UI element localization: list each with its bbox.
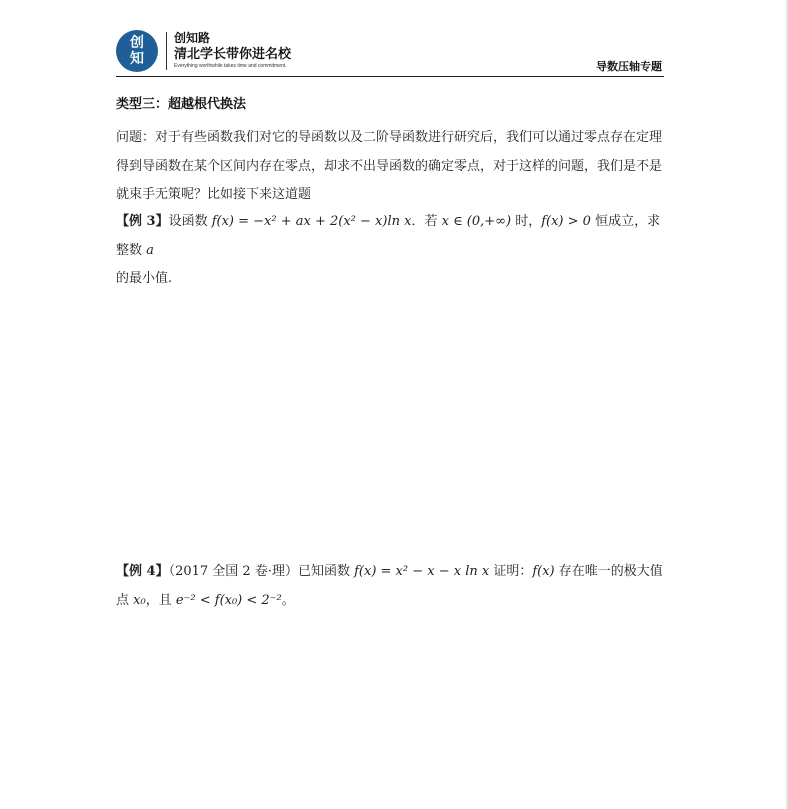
logo-divider <box>166 32 167 70</box>
logo-char-top: 创 <box>130 35 144 51</box>
example-4-source: （2017 全国 2 卷·理） <box>168 564 298 579</box>
example-4 <box>116 558 668 615</box>
example-4-lead: 已知函数 <box>297 564 355 579</box>
example-3-mid: ．若 <box>411 214 442 229</box>
brand-name: 创知路 <box>174 31 211 45</box>
example-4-fx: f(x) <box>532 564 555 579</box>
example-3-tail: 恒成立，求整数 <box>116 214 661 258</box>
example-4-inequality: e⁻² < f(x₀) < 2⁻² <box>175 592 282 608</box>
example-3-var: a <box>146 242 154 258</box>
example-3-mid2: 时， <box>511 214 542 229</box>
topic-label: 导数压轴专题 <box>596 61 662 73</box>
example-4-point: x₀ <box>133 592 146 608</box>
example-4-mid: 证明： <box>489 564 533 579</box>
logo-char-bottom: 知 <box>130 51 144 67</box>
logo-text <box>174 31 291 70</box>
example-4-end: 。 <box>281 592 295 608</box>
example-3-formula: f(x) = −x² + ax + 2(x² − x)ln x <box>211 214 412 229</box>
example-4-mid2: ，且 <box>145 592 176 608</box>
logo-icon <box>116 30 158 72</box>
page-header <box>116 28 664 77</box>
example-3-domain: x ∈ (0,+∞) <box>441 214 512 229</box>
example-3-label: 【例 3】 <box>116 214 169 229</box>
example-4-formula: f(x) = x² − x − x ln x <box>354 564 490 579</box>
intro-paragraph: 问题：对于有些函数我们对它的导函数以及二阶导函数进行研究后，我们可以通过零点存在定理得到导函数在某个区间内存在零点，却求不出导函数的确定零点，对于这样的问题，我们是不是就束手无策呢？比如接下来这道题 <box>116 130 663 202</box>
example-4-tail: 存在唯一的极大值点 <box>116 564 663 608</box>
brand-tagline: Everything worthwhile takes time and commitment. <box>174 63 287 69</box>
section-title: 类型三：超越根代换法 <box>116 97 247 112</box>
example-3-end: 的最小值. <box>116 271 173 286</box>
brand-slogan: 清北学长带你进名校 <box>174 47 292 62</box>
example-3-lead: 设函数 <box>168 214 212 229</box>
example-3-condition: f(x) > 0 <box>541 214 591 229</box>
example-3 <box>116 208 668 294</box>
example-4-label: 【例 4】 <box>116 564 169 579</box>
